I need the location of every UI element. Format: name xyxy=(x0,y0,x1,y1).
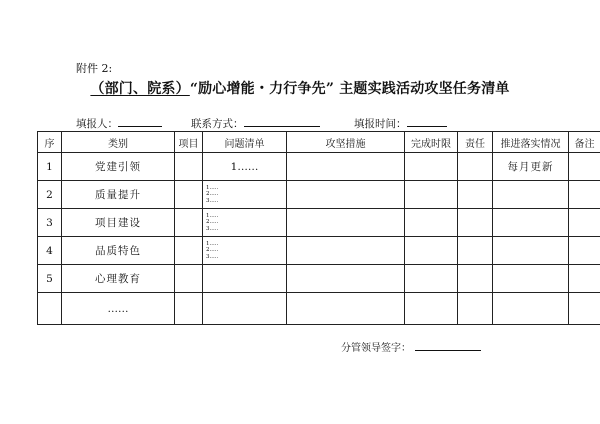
row-measures-cell xyxy=(287,293,405,325)
row-issue-item: 3..... xyxy=(206,197,219,204)
row-deadline-cell xyxy=(405,265,458,293)
row-issue-item: 3..... xyxy=(206,253,219,260)
row-progress xyxy=(493,181,569,209)
row-category: 党建引领 xyxy=(62,153,175,181)
row-remarks-cell xyxy=(569,237,600,265)
row-issue-item: 1..... xyxy=(206,240,219,247)
table-row xyxy=(38,293,600,325)
row-project-cell xyxy=(175,181,203,209)
document-title xyxy=(0,78,600,98)
row-deadline-cell xyxy=(405,293,458,325)
title-department-placeholder: （部门、院系） xyxy=(90,81,190,97)
row-issue-list xyxy=(203,237,287,265)
row-issue-item: 3..... xyxy=(206,225,219,232)
signature-label: 分管领导签字： xyxy=(341,343,411,354)
row-remarks-cell xyxy=(569,293,600,325)
row-project-cell xyxy=(175,209,203,237)
reporter-label: 填报人： xyxy=(76,118,118,130)
attachment-label: 附件 2: xyxy=(76,62,113,75)
row-remarks-cell xyxy=(569,181,600,209)
row-category: 品质特色 xyxy=(62,237,175,265)
row-remarks-cell xyxy=(569,153,600,181)
table-row xyxy=(38,181,600,209)
row-measures-cell xyxy=(287,181,405,209)
row-deadline-cell xyxy=(405,153,458,181)
row-number: 5 xyxy=(38,265,62,293)
row-number: 3 xyxy=(38,209,62,237)
row-issue-list xyxy=(203,265,287,293)
row-measures-cell xyxy=(287,265,405,293)
row-deadline-cell xyxy=(405,181,458,209)
table-row xyxy=(38,209,600,237)
row-measures-cell xyxy=(287,209,405,237)
row-category: 项目建设 xyxy=(62,209,175,237)
row-number: 4 xyxy=(38,237,62,265)
row-progress xyxy=(493,293,569,325)
row-remarks-cell xyxy=(569,209,600,237)
row-number xyxy=(38,293,62,325)
row-category: 心理教育 xyxy=(62,265,175,293)
row-project-cell xyxy=(175,265,203,293)
column-header-responsible: 责任 xyxy=(458,132,493,153)
row-progress xyxy=(493,265,569,293)
row-issue-list xyxy=(203,293,287,325)
contact-blank xyxy=(244,115,320,127)
row-progress xyxy=(493,209,569,237)
column-header-project: 项目 xyxy=(175,132,203,153)
row-deadline-cell xyxy=(405,209,458,237)
column-header-deadline: 完成时限 xyxy=(405,132,458,153)
row-responsible-cell xyxy=(458,181,493,209)
table-row xyxy=(38,265,600,293)
date-field xyxy=(354,115,447,131)
contact-field xyxy=(191,115,320,131)
row-issue-item: 1..... xyxy=(206,184,219,191)
reporter-field xyxy=(76,115,162,131)
signature-blank xyxy=(415,339,481,351)
table-row xyxy=(38,153,600,181)
row-issue-item: 2..... xyxy=(206,219,219,226)
row-number: 1 xyxy=(38,153,62,181)
row-responsible-cell xyxy=(458,209,493,237)
column-header-category: 类别 xyxy=(62,132,175,153)
row-measures-cell xyxy=(287,237,405,265)
column-header-measures: 攻坚措施 xyxy=(287,132,405,153)
row-project-cell xyxy=(175,293,203,325)
signature-field xyxy=(341,339,481,354)
row-responsible-cell xyxy=(458,293,493,325)
reporter-blank xyxy=(118,115,162,127)
row-issue-list xyxy=(203,181,287,209)
row-progress xyxy=(493,237,569,265)
row-number: 2 xyxy=(38,181,62,209)
row-issue-list xyxy=(203,209,287,237)
column-header-issues: 问题清单 xyxy=(203,132,287,153)
row-remarks-cell xyxy=(569,265,600,293)
contact-label: 联系方式： xyxy=(191,118,244,130)
row-deadline-cell xyxy=(405,237,458,265)
column-header-no: 序 xyxy=(38,132,62,153)
row-responsible-cell xyxy=(458,153,493,181)
row-project-cell xyxy=(175,153,203,181)
row-progress: 每月更新 xyxy=(493,153,569,181)
row-category: …… xyxy=(62,293,175,325)
row-project-cell xyxy=(175,237,203,265)
row-issue-item: 2..... xyxy=(206,191,219,198)
row-responsible-cell xyxy=(458,237,493,265)
column-header-progress: 推进落实情况 xyxy=(493,132,569,153)
row-category: 质量提升 xyxy=(62,181,175,209)
task-list-table xyxy=(37,131,600,325)
row-responsible-cell xyxy=(458,265,493,293)
column-header-remarks: 备注 xyxy=(569,132,600,153)
date-blank xyxy=(407,115,447,127)
table-row xyxy=(38,237,600,265)
table-header-row xyxy=(38,132,600,153)
row-issue-item: 2..... xyxy=(206,247,219,254)
row-issue-item: 1..... xyxy=(206,212,219,219)
date-label: 填报时间： xyxy=(354,118,407,130)
title-main-text: “励心增能・力行争先” 主题实践活动攻坚任务清单 xyxy=(189,81,510,97)
row-issue-item: 1…… xyxy=(203,153,287,181)
row-measures-cell xyxy=(287,153,405,181)
